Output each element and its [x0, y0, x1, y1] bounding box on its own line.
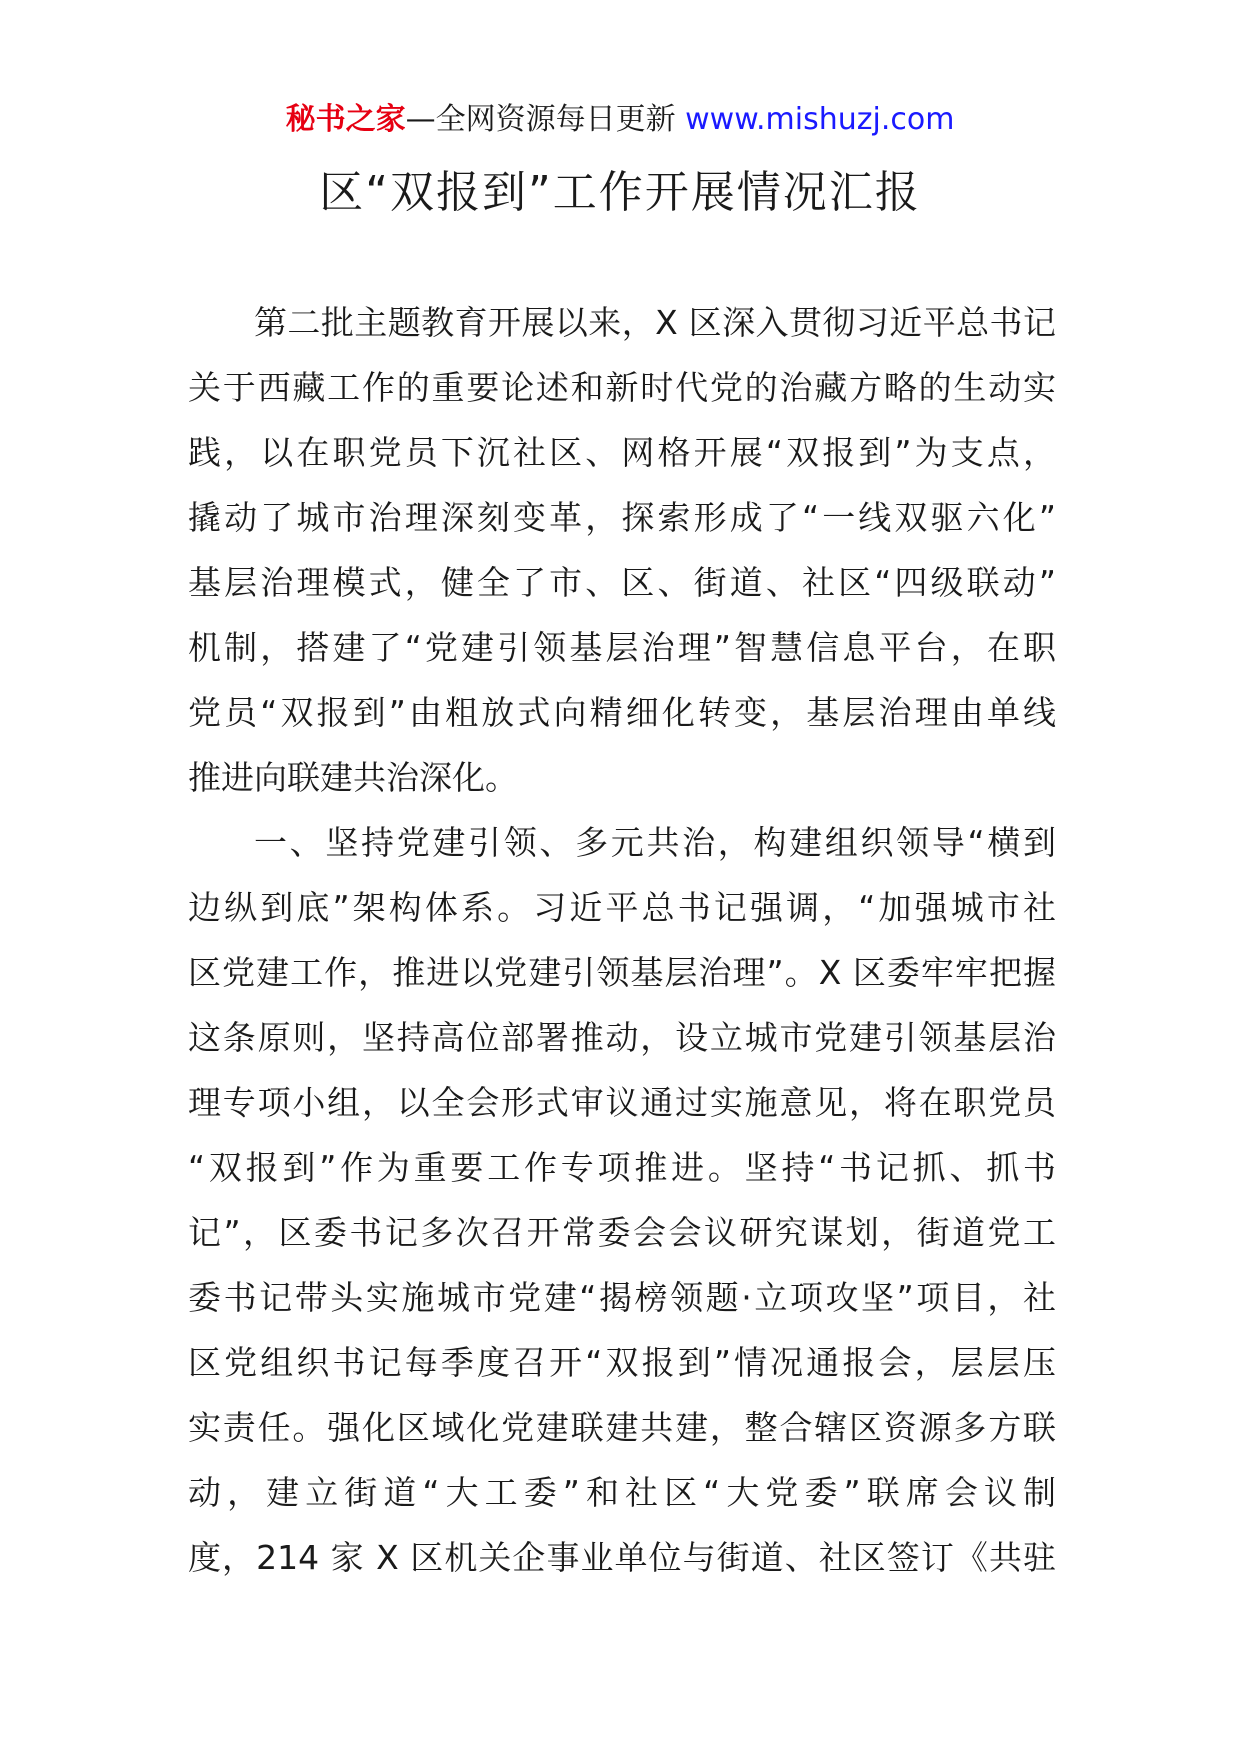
paragraph-line: 边纵到底”架构体系。习近平总书记强调，“加强城市社 — [188, 888, 1056, 927]
site-header — [0, 100, 1240, 140]
paragraph-line: 委书记带头实施城市党建“揭榜领题·立项攻坚”项目，社 — [188, 1278, 1056, 1317]
document-body — [188, 290, 1056, 1590]
paragraph-line: 一、坚持党建引领、多元共治，构建组织领导“横到 — [254, 823, 1056, 862]
paragraph-line: 理专项小组，以全会形式审议通过实施意见，将在职党员 — [188, 1083, 1056, 1122]
paragraph-line: 机制，搭建了“党建引领基层治理”智慧信息平台，在职 — [188, 628, 1056, 667]
paragraph-line: 区党建工作，推进以党建引领基层治理”。X 区委牢牢把握 — [188, 953, 1056, 992]
paragraph-line: 区党组织书记每季度召开“双报到”情况通报会，层层压 — [188, 1343, 1056, 1382]
header-tagline: —全网资源每日更新 — [405, 102, 686, 137]
paragraph-line: 践，以在职党员下沉社区、网格开展“双报到”为支点， — [188, 433, 1056, 472]
paragraph-line: 关于西藏工作的重要论述和新时代党的治藏方略的生动实 — [188, 368, 1056, 407]
paragraph-intro — [188, 290, 1056, 810]
paragraph-line: 记”，区委书记多次召开常委会会议研究谋划，街道党工 — [188, 1213, 1056, 1252]
paragraph-line: 度，214 家 X 区机关企事业单位与街道、社区签订《共驻 — [188, 1538, 1056, 1577]
site-url-link[interactable]: www.mishuzj.com — [685, 102, 955, 137]
paragraph-line: 党员“双报到”由粗放式向精细化转变，基层治理由单线 — [188, 693, 1056, 732]
paragraph-line: “双报到”作为重要工作专项推进。坚持“书记抓、抓书 — [188, 1148, 1056, 1187]
paragraph-line: 动，建立街道“大工委”和社区“大党委”联席会议制 — [188, 1473, 1056, 1512]
paragraph-line: 实责任。强化区域化党建联建共建，整合辖区资源多方联 — [188, 1408, 1056, 1447]
paragraph-line: 基层治理模式，健全了市、区、街道、社区“四级联动” — [188, 563, 1056, 602]
paragraph-section-one — [188, 810, 1056, 1590]
brand-name: 秘书之家 — [285, 102, 406, 137]
paragraph-line: 撬动了城市治理深刻变革，探索形成了“一线双驱六化” — [188, 498, 1056, 537]
paragraph-line: 这条原则，坚持高位部署推动，设立城市党建引领基层治 — [188, 1018, 1056, 1057]
document-title: 区“双报到”工作开展情况汇报 — [319, 167, 921, 218]
paragraph-line: 第二批主题教育开展以来，X 区深入贯彻习近平总书记 — [254, 303, 1056, 342]
paragraph-line: 推进向联建共治深化。 — [188, 758, 518, 797]
